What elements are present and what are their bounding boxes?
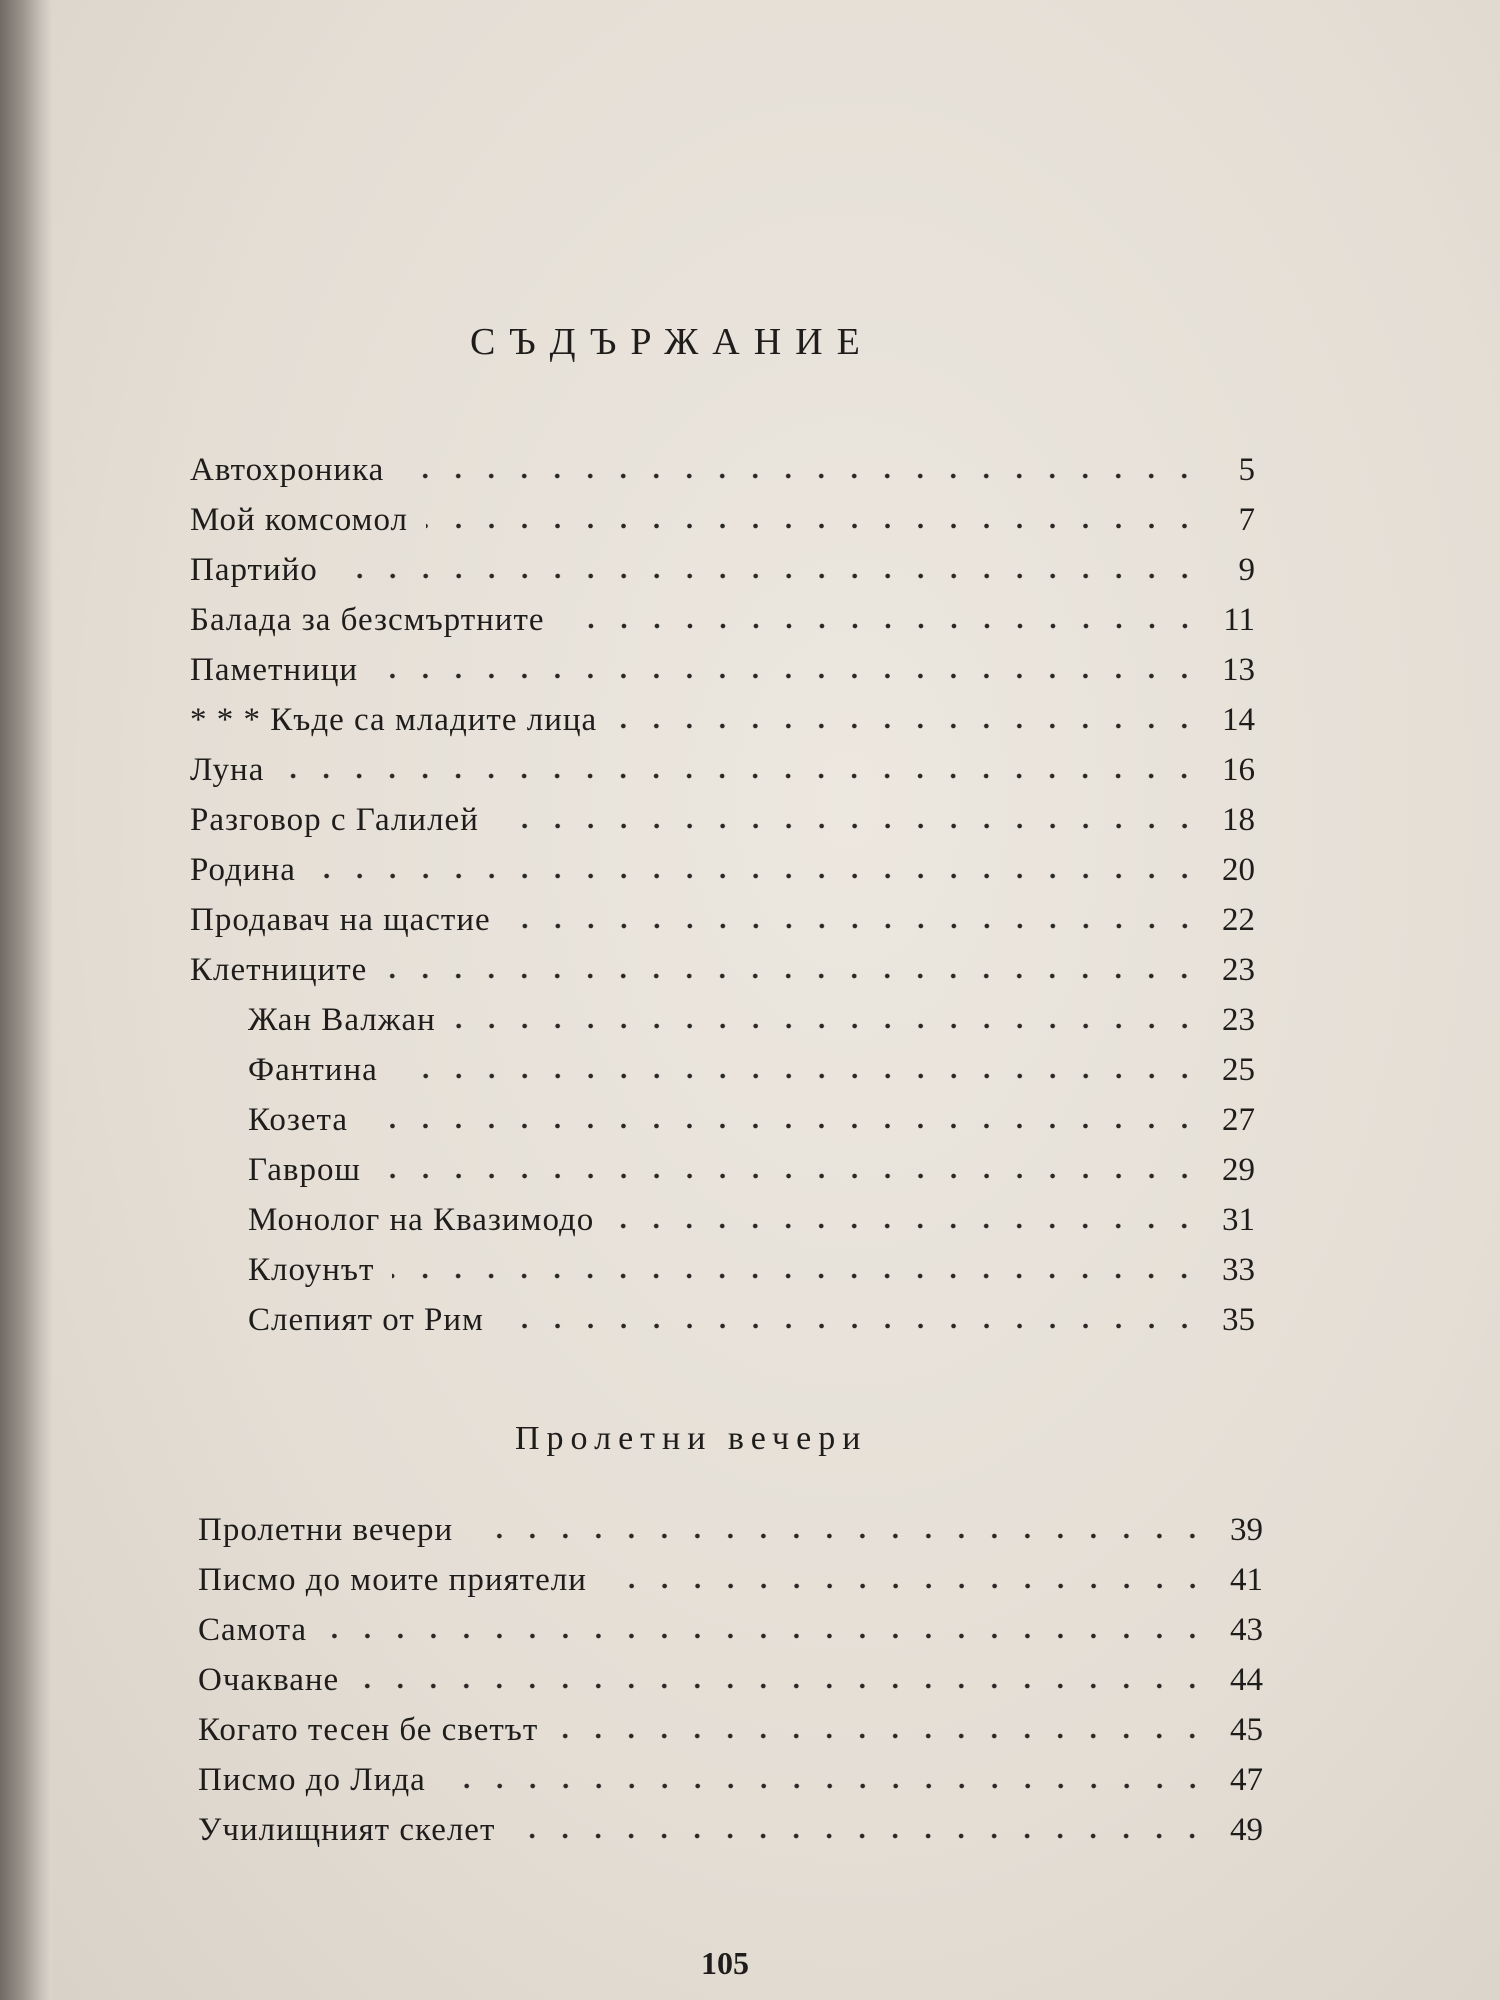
toc-entry-page: 5 <box>1238 452 1255 488</box>
toc-entry-title: Фантина <box>248 1052 378 1088</box>
section-heading: Пролетни вечери <box>515 1420 868 1457</box>
toc-entry-title: Клетниците <box>190 952 368 988</box>
book-gutter <box>0 0 52 2000</box>
toc-entry-page: 35 <box>1222 1302 1255 1338</box>
toc-leader-dots <box>509 921 1201 931</box>
toc-leader-dots <box>454 1021 1201 1031</box>
toc-entry <box>198 1755 1263 1799</box>
toc-entry-page: 16 <box>1222 752 1255 788</box>
toc-entry-page: 23 <box>1222 1002 1255 1038</box>
toc-entry-title: * * * Къде са младите лица <box>190 702 598 738</box>
toc-leader-dots <box>612 1221 1201 1231</box>
toc-subentry <box>248 995 1255 1039</box>
toc-leader-dots <box>376 671 1201 681</box>
toc-entry-title: Родина <box>190 852 296 888</box>
toc-entry-title: Слепият от Рим <box>248 1302 484 1338</box>
toc-entry-title: Балада за безсмъртните <box>190 602 545 638</box>
toc-entry-title: Продавач на щастие <box>190 902 491 938</box>
toc-leader-dots <box>325 1631 1209 1641</box>
toc-leader-dots <box>563 621 1201 631</box>
toc-entry-title: Очакване <box>198 1662 340 1698</box>
toc-entry-page: 43 <box>1230 1612 1263 1648</box>
toc-subentry <box>248 1145 1255 1189</box>
toc-leader-dots <box>357 1681 1209 1691</box>
toc-leader-dots <box>444 1781 1209 1791</box>
toc-entry-page: 39 <box>1230 1512 1263 1548</box>
toc-entry-page: 13 <box>1222 652 1255 688</box>
toc-leader-dots <box>402 471 1201 481</box>
toc-entry-page: 9 <box>1238 552 1255 588</box>
toc-entry-title: Луна <box>190 752 265 788</box>
toc-entry-page: 14 <box>1222 702 1255 738</box>
toc-entry-page: 45 <box>1230 1712 1263 1748</box>
toc-leader-dots <box>314 871 1201 881</box>
toc-entry-title: Клоунът <box>248 1252 375 1288</box>
toc-entry-page: 33 <box>1222 1252 1255 1288</box>
toc-entry <box>190 795 1255 839</box>
toc-leader-dots <box>426 521 1201 531</box>
toc-leader-dots <box>497 821 1201 831</box>
toc-entry-title: Паметници <box>190 652 359 688</box>
toc-entry-title: Когато тесен бе светът <box>198 1712 539 1748</box>
toc-entry-title: Пролетни вечери <box>198 1512 454 1548</box>
toc-entry <box>190 745 1255 789</box>
toc-entry <box>198 1605 1263 1649</box>
toc-entry-title: Партийо <box>190 552 318 588</box>
toc-leader-dots <box>336 571 1201 581</box>
toc-entry-title: Училищният скелет <box>198 1812 496 1848</box>
toc-entry-title: Монолог на Квазимодо <box>248 1202 595 1238</box>
toc-entry-page: 27 <box>1222 1102 1255 1138</box>
toc-entry-title: Разговор с Галилей <box>190 802 479 838</box>
toc-leader-dots <box>605 1581 1209 1591</box>
toc-leader-dots <box>556 1731 1209 1741</box>
toc-entry-title: Писмо до моите приятели <box>198 1562 587 1598</box>
toc-entry-page: 18 <box>1222 802 1255 838</box>
toc-entry-page: 22 <box>1222 902 1255 938</box>
toc-leader-dots <box>282 771 1201 781</box>
toc-entry-page: 44 <box>1230 1662 1263 1698</box>
toc-entry <box>198 1805 1263 1849</box>
toc-leader-dots <box>471 1531 1209 1541</box>
toc-subentry <box>248 1245 1255 1289</box>
toc-entry-title: Автохроника <box>190 452 385 488</box>
toc-entry <box>190 895 1255 939</box>
toc-entry-page: 7 <box>1238 502 1255 538</box>
toc-leader-dots <box>379 1171 1201 1181</box>
contents-heading: СЪДЪРЖАНИЕ <box>470 321 874 363</box>
toc-entry-title: Мой комсомол <box>190 502 408 538</box>
toc-entry <box>190 445 1255 489</box>
toc-entry <box>190 845 1255 889</box>
toc-subentry <box>248 1295 1255 1339</box>
toc-entry-page: 20 <box>1222 852 1255 888</box>
toc-leader-dots <box>502 1321 1201 1331</box>
toc-entry <box>190 695 1255 739</box>
toc-leader-dots <box>396 1071 1201 1081</box>
toc-entry-title: Самота <box>198 1612 308 1648</box>
toc-entry <box>190 645 1255 689</box>
toc-leader-dots <box>385 971 1201 981</box>
toc-entry <box>190 595 1255 639</box>
toc-entry-page: 23 <box>1222 952 1255 988</box>
toc-entry <box>198 1655 1263 1699</box>
toc-entry-title: Козета <box>248 1102 349 1138</box>
toc-entry-page: 47 <box>1230 1762 1263 1798</box>
toc-entry-page: 11 <box>1223 602 1255 638</box>
toc-leader-dots <box>392 1271 1201 1281</box>
toc-leader-dots <box>366 1121 1201 1131</box>
toc-entry-page: 31 <box>1222 1202 1255 1238</box>
toc-entry <box>198 1705 1263 1749</box>
toc-entry <box>198 1555 1263 1599</box>
toc-subentry <box>248 1095 1255 1139</box>
toc-entry-title: Писмо до Лида <box>198 1762 426 1798</box>
toc-entry-title: Жан Валжан <box>248 1002 436 1038</box>
toc-leader-dots <box>615 721 1201 731</box>
toc-entry <box>190 945 1255 989</box>
toc-entry <box>198 1505 1263 1549</box>
toc-entry <box>190 545 1255 589</box>
toc-entry-page: 49 <box>1230 1812 1263 1848</box>
toc-entry-page: 41 <box>1230 1562 1263 1598</box>
toc-subentry <box>248 1195 1255 1239</box>
toc-leader-dots <box>513 1831 1209 1841</box>
toc-subentry <box>248 1045 1255 1089</box>
toc-entry <box>190 495 1255 539</box>
toc-entry-title: Гаврош <box>248 1152 361 1188</box>
toc-entry-page: 25 <box>1222 1052 1255 1088</box>
toc-entry-page: 29 <box>1222 1152 1255 1188</box>
page-number: 105 <box>701 1945 749 1981</box>
